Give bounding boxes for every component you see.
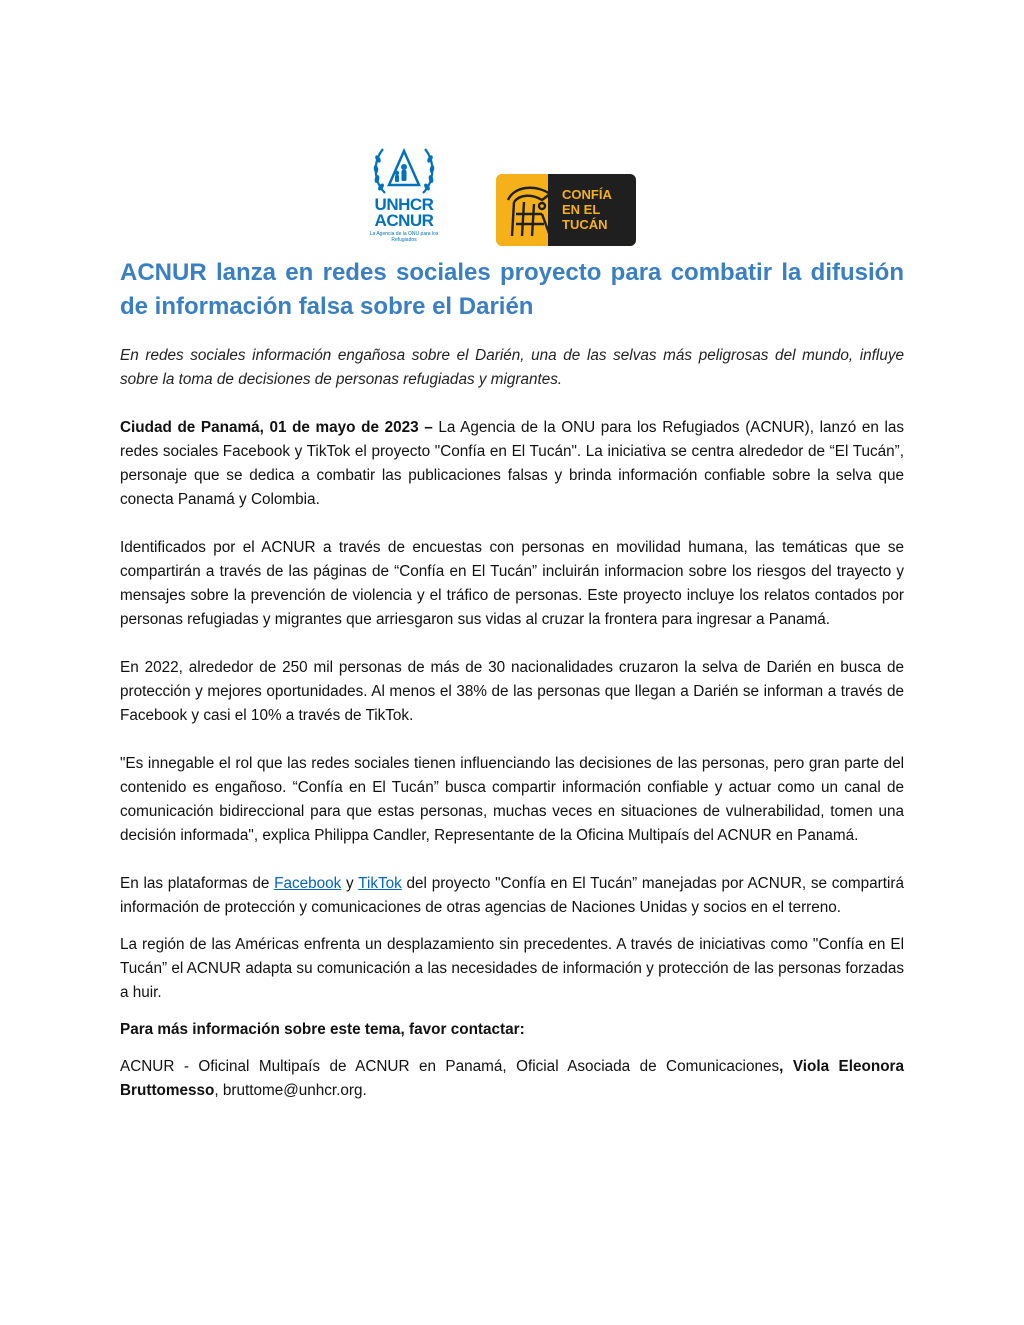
paragraph-5-after: del proyecto "Confía en El Tucán” manejadas por ACNUR, se compartirá información de protección y comunicaciones de otras agencias de Naciones Unidas y socios en el terreno. [120, 875, 904, 916]
contact-heading-text: Para más información sobre este tema, favor contactar: [120, 1021, 525, 1038]
paragraph-2: Identificados por el ACNUR a través de encuestas con personas en movilidad humana, las temáticas que se compartirán a través de las páginas de “Confía en El Tucán” incluirán informacion sobre los riesgos del trayecto y mensajes sobre la prevención de violencia y el tráfico de personas. Este proyecto incluye los relatos contados por personas refugiadas y migrantes que arriesgaron sus vidas al cruzar la frontera para ingresar a Panamá. [120, 539, 904, 628]
paragraph-1 [120, 416, 904, 512]
tucan-logo-text [562, 187, 612, 232]
press-release-body [120, 256, 904, 1103]
tucan-logo-line-1: CONFÍA [562, 187, 612, 202]
paragraph-1-text: La Agencia de la ONU para los Refugiados (ACNUR), lanzó en las redes sociales Facebook y TikTok el proyecto "Confía en El Tucán". La iniciativa se centra alrededor de “El Tucán”, personaje que se dedica a combatir las publicaciones falsas y brinda información confiable sobre la selva que conecta Panamá y Colombia. [120, 419, 905, 508]
contact-email: , bruttome@unhcr.org. [214, 1082, 367, 1099]
acnur-wordmark: ACNUR [374, 211, 434, 230]
paragraph-5 [120, 872, 904, 920]
confia-en-el-tucan-logo [496, 174, 636, 246]
contact-office: ACNUR - Oficinal Multipaís de ACNUR en Panamá, Oficial Asociada de Comunicaciones [120, 1058, 780, 1075]
tucan-logo-line-3: TUCÁN [562, 217, 608, 232]
contact-info [120, 1055, 904, 1103]
tiktok-link[interactable]: TikTok [358, 875, 402, 892]
facebook-link[interactable]: Facebook [274, 875, 342, 892]
contact-name: , Viola Eleonora Bruttomesso [120, 1058, 905, 1099]
unhcr-tagline: La Agencia de la ONU para los Refugiados [369, 231, 439, 243]
page-title: ACNUR lanza en redes sociales proyecto para combatir la difusión de información falsa sobre el Darién [120, 259, 904, 320]
contact-heading [120, 1018, 904, 1042]
paragraph-5-mid: y [341, 875, 359, 892]
unhcr-logo [364, 145, 444, 245]
logo-bar [0, 145, 1024, 250]
unhcr-emblem-icon [371, 145, 437, 197]
dateline: Ciudad de Panamá, 01 de mayo de 2023 – [120, 419, 433, 436]
toucan-icon [502, 180, 562, 240]
unhcr-wordmark: UNHCR [374, 195, 434, 214]
tucan-logo-line-2: EN EL [562, 202, 601, 217]
paragraph-3: En 2022, alrededor de 250 mil personas de más de 30 nacionalidades cruzaron la selva de Darién en busca de protección y mejores oportunidades. Al menos el 38% de las personas que llegan a Darién se informan a través de Facebook y casi el 10% a través de TikTok. [120, 659, 904, 724]
subtitle: En redes sociales información engañosa sobre el Darién, una de las selvas más peligrosas del mundo, influye sobre la toma de decisiones de personas refugiadas y migrantes. [120, 347, 904, 388]
paragraph-6: La región de las Américas enfrenta un desplazamiento sin precedentes. A través de iniciativas como "Confía en El Tucán” el ACNUR adapta su comunicación a las necesidades de información y protección de las personas forzadas a huir. [120, 936, 904, 1001]
paragraph-5-before: En las plataformas de [120, 875, 275, 892]
paragraph-4: "Es innegable el rol que las redes sociales tienen influenciando las decisiones de las personas, pero gran parte del contenido es engañoso. “Confía en El Tucán” busca compartir información confiable y actuar como un canal de comunicación bidireccional para que estas personas, muchas veces en situaciones de vulnerabilidad, tomen una decisión informada", explica Philippa Candler, Representante de la Oficina Multipaís del ACNUR en Panamá. [120, 755, 904, 844]
